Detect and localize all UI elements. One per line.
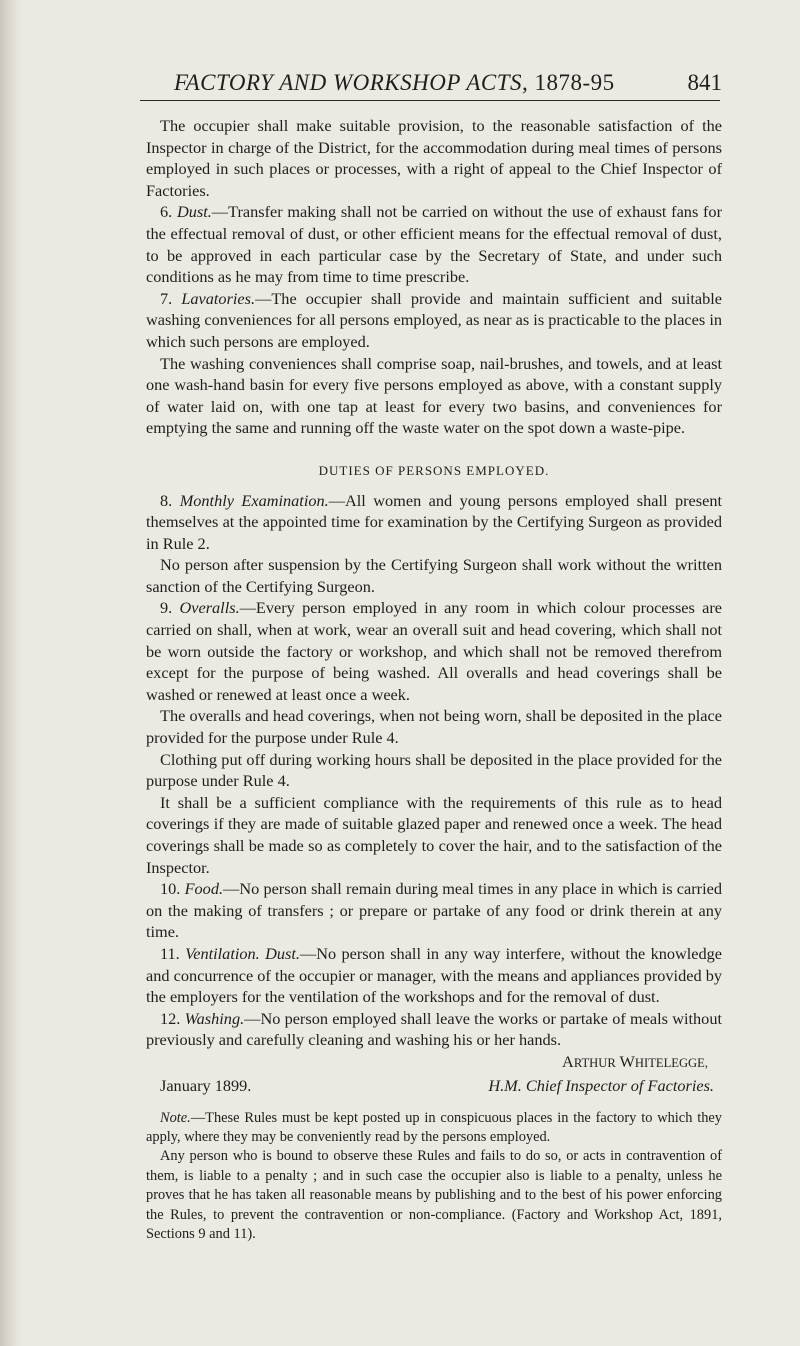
signature-line	[146, 1075, 722, 1097]
rule-7-washing-conveniences: The washing conveniences shall comprise soap, nail-brushes, and towels, and at least one wash-hand basin for every five persons employed as above, with a constant supply of water laid on, with one tap at least for every two basins, and conveniences for emptying the same and running off the waste water on the spot down a waste-pipe.	[146, 353, 722, 438]
running-head	[146, 70, 722, 100]
note-paragraph: Note.—These Rules must be kept posted up in conspicuous places in the factory to which they apply, where they may be conveniently read by the persons employed.	[146, 1109, 722, 1145]
note-block	[146, 1109, 722, 1245]
rule-11-heading: Ventilation. Dust.	[185, 943, 300, 963]
rule-9-overalls: 9. Overalls.—Every person employed in any room in which colour processes are carried on shall, when at work, wear an overall suit and head covering, which shall not be worn outside the factory or workshop, and which shall not be removed therefrom except for the purpose of being washed. All overalls and head coverings shall be washed or renewed at least once a week.	[146, 598, 722, 704]
rule-6-heading: Dust.	[176, 202, 212, 222]
note-penalty-paragraph: Any person who is bound to observe these Rules and fails to do so, or acts in contravention of them, is liable to a penalty ; and in such case the occupier also is liable to a penalty, unless he proves that he has taken all reasonable means by publishing and to the best of his power enforcing the Rules, to prevent the contravention or non-compliance. (Factory and Workshop Act, 1891, Sections 9 and 11).	[146, 1148, 722, 1242]
signatory-name: ARTHUR WHITELEGGE,	[562, 1051, 708, 1071]
signature-date: January 1899.	[160, 1075, 252, 1095]
running-title-years: 1878-95	[534, 70, 615, 95]
rule-7-heading: Lavatories.	[181, 288, 256, 308]
rule-9-head-coverings: It shall be a sufficient compliance with the requirements of this rule as to head coverings if they are made of suitable glazed paper and renewed once a week. The head coverings shall be made so as completely to cover the hair, and to the satisfaction of the Inspector.	[146, 792, 722, 877]
rule-7-lavatories: 7. Lavatories.—The occupier shall provide and maintain sufficient and suitable washing conveniences for all persons employed, as near as is practicable to the places in which such persons are employed.	[146, 288, 722, 351]
rule-8-suspension: No person after suspension by the Certifying Surgeon shall work without the written sanction of the Certifying Surgeon.	[146, 555, 722, 596]
rule-9-deposit-overalls: The overalls and head coverings, when not being worn, shall be deposited in the place provided for the purpose under Rule 4.	[146, 706, 722, 748]
signatory-title: H.M. Chief Inspector of Factories.	[488, 1075, 714, 1095]
page-gutter-shadow	[0, 0, 22, 1346]
rule-6-dust: 6. Dust.—Transfer making shall not be carried on without the use of exhaust fans for the effectual removal of dust, or other efficient means for the effectual removal of dust, to be approved in each particular case by the Secretary of State, and under such conditions as he may from time to time prescribe.	[146, 202, 722, 287]
header-rule	[140, 100, 720, 101]
paragraph-meal-accommodation: The occupier shall make suitable provision, to the reasonable satisfaction of the Inspector in charge of the District, for the accommodation during meal times of persons employed in such places or processes, with a right of appeal to the Chief Inspector of Factories.	[146, 116, 722, 200]
note-label: Note.	[160, 1109, 191, 1126]
rule-9-deposit-clothing: Clothing put off during working hours shall be deposited in the place provided for the purpose under Rule 4.	[146, 749, 722, 791]
rule-12-heading: Washing.	[184, 1008, 245, 1028]
rule-8-heading: Monthly Examination.	[179, 490, 329, 510]
rule-9-heading: Overalls.	[179, 598, 240, 618]
rule-8-monthly-examination: 8. Monthly Examination.—All women and young persons employed shall present themselves at the appointed time for examination by the Certifying Surgeon as provided in Rule 2.	[146, 490, 722, 553]
rules-text	[146, 115, 722, 1244]
page-number: 841	[687, 70, 722, 95]
section-heading-duties: DUTIES OF PERSONS EMPLOYED.	[318, 462, 550, 478]
rule-11-ventilation: 11. Ventilation. Dust.—No person shall in any way interfere, without the knowledge and concurrence of the occupier or manager, with the means and appliances provided by the employers for the ventilation of the workshops and for the removal of dust.	[146, 943, 723, 1007]
rule-12-washing: 12. Washing.—No person employed shall leave the works or partake of meals without previously and carefully cleaning and washing his or her hands.	[146, 1008, 722, 1050]
rule-10-heading: Food.	[184, 879, 224, 899]
rule-10-food: 10. Food.—No person shall remain during meal times in any place in which is carried on the making of transfers ; or prepare or partake of any food or drink therein at any time.	[146, 879, 722, 942]
running-title: FACTORY AND WORKSHOP ACTS, 1878-95	[174, 70, 615, 95]
